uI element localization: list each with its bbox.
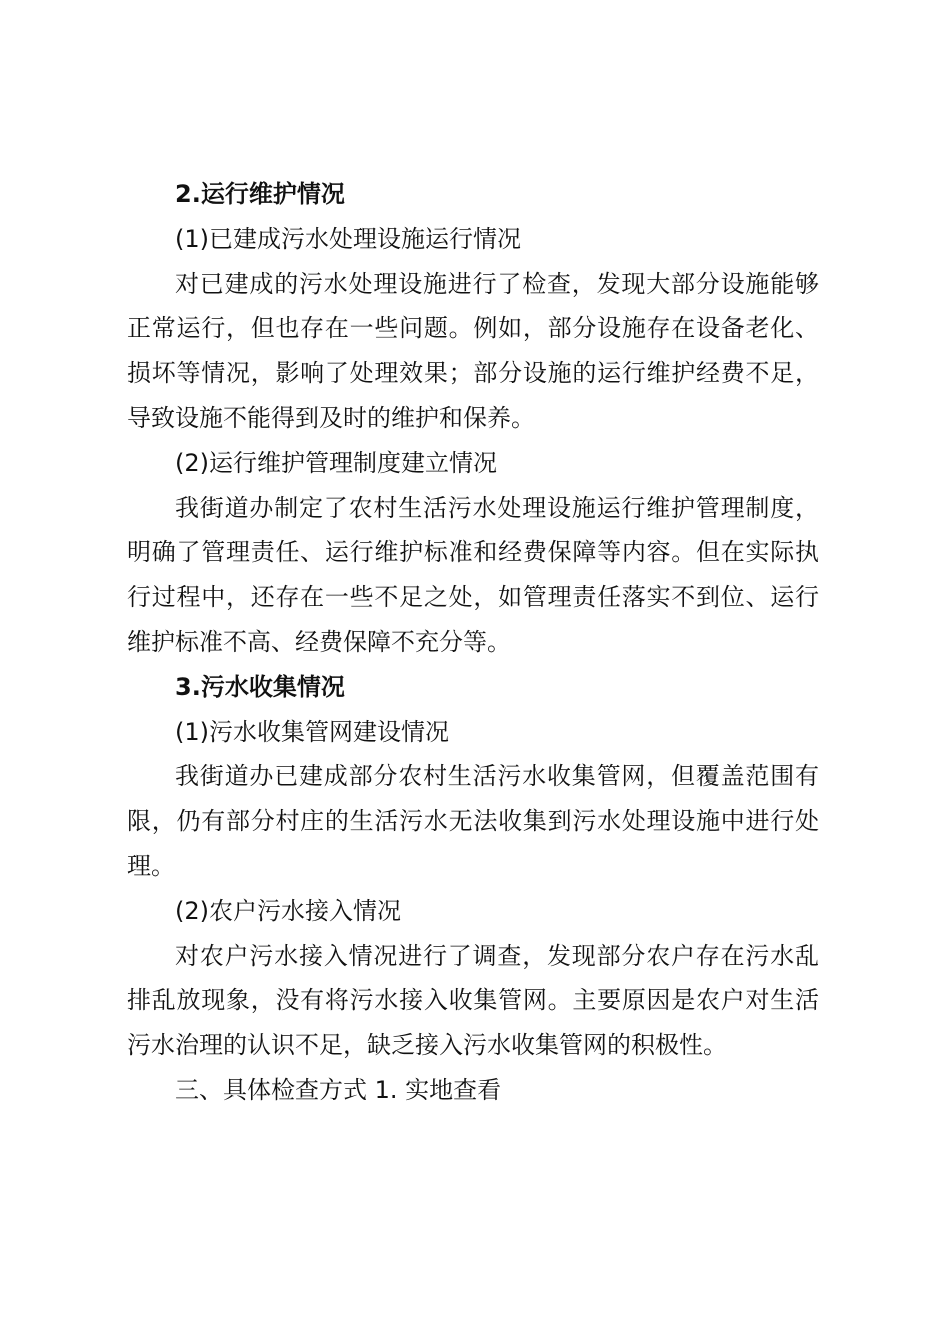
subheading-household-connection: (2)农户污水接入情况 [175,896,401,925]
paragraph-inspection-method: 三、具体检查方式 1. 实地查看 [175,1075,502,1104]
paragraph-facility-inspection: 对已建成的污水处理设施进行了检查，发现大部分设施能够正常运行，但也存在一些问题。例如，部分设施存在设备老化、损坏等情况，影响了处理效果；部分设施的运行维护经费不足，导致设施不能得到及时的维护和保养。 [127,269,819,432]
document-body [127,172,819,1113]
subheading-management-system: (2)运行维护管理制度建立情况 [175,448,497,477]
paragraph-management-system: 我街道办制定了农村生活污水处理设施运行维护管理制度，明确了管理责任、运行维护标准和经费保障等内容。但在实际执行过程中，还存在一些不足之处，如管理责任落实不到位、运行维护标准不高、经费保障不充分等。 [127,493,819,656]
paragraph-pipe-network: 我街道办已建成部分农村生活污水收集管网，但覆盖范围有限，仍有部分村庄的生活污水无法收集到污水处理设施中进行处理。 [127,762,819,880]
section-heading-collection: 3.污水收集情况 [175,672,345,701]
paragraph-household-connection: 对农户污水接入情况进行了调查，发现部分农户存在污水乱排乱放现象，没有将污水接入收集管网。主要原因是农户对生活污水治理的认识不足，缺乏接入污水收集管网的积极性。 [127,941,819,1060]
subheading-pipe-network: (1)污水收集管网建设情况 [175,717,449,746]
section-heading-maintenance: 2.运行维护情况 [175,180,345,208]
subheading-facility-operation: (1)已建成污水处理设施运行情况 [175,224,521,253]
